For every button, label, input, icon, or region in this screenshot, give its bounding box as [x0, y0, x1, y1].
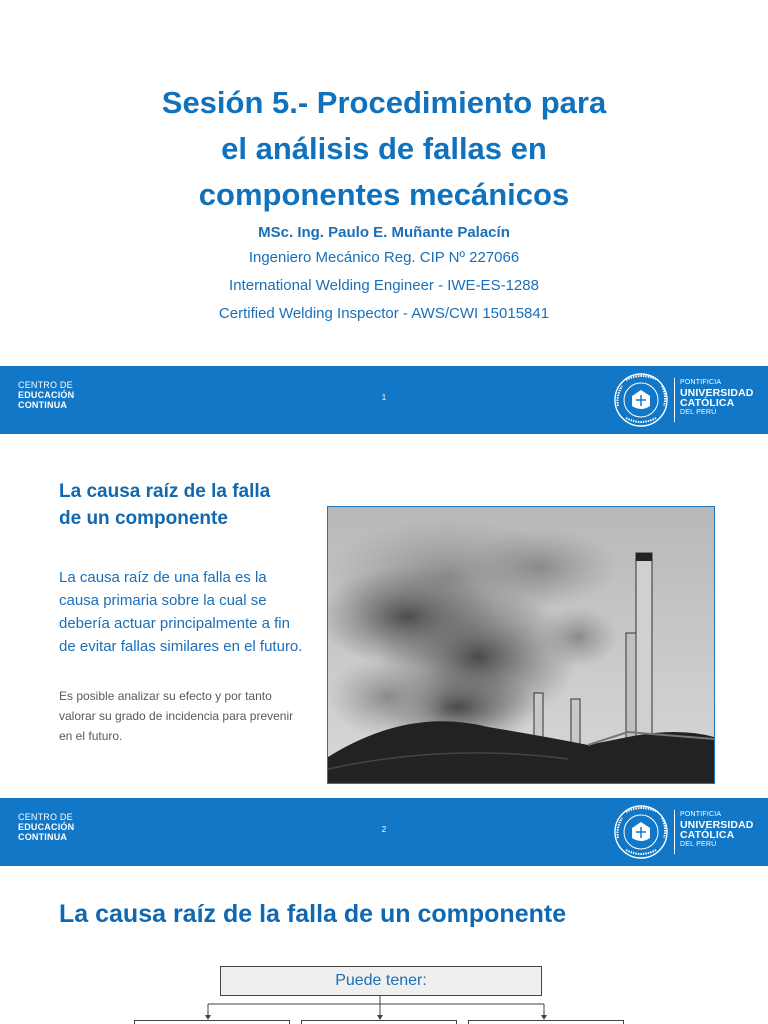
- pucp-line-2: UNIVERSIDAD: [680, 819, 754, 831]
- pucp-logo: [680, 378, 753, 418]
- pucp-line-4: DEL PERÚ: [680, 409, 717, 416]
- pucp-logo: [680, 810, 753, 850]
- pucp-line-3: CATÓLICA: [680, 397, 735, 409]
- credential-line-2: International Welding Engineer - IWE-ES-1288: [229, 277, 539, 294]
- pucp-line-4: DEL PERÚ: [680, 841, 717, 848]
- centro-line-2: EDUCACIÓN: [18, 822, 75, 832]
- slide-1-title: [84, 80, 684, 218]
- centro-line-1: CENTRO DE: [18, 380, 73, 390]
- centro-line-3: CONTINUA: [18, 400, 68, 410]
- slide-2: [0, 434, 768, 798]
- cause-diagram: [0, 962, 768, 1024]
- puede-tener-box: Puede tener:: [220, 966, 542, 996]
- title-line-3: componentes mecánicos: [198, 177, 570, 212]
- slide-1: [0, 0, 768, 366]
- slide-2-note: Es posible analizar su efecto y por tanto valorar su grado de incidencia para prevenir en el futuro.: [59, 689, 294, 743]
- centro-line-2: EDUCACIÓN: [18, 390, 75, 400]
- slide-3: [0, 866, 768, 1024]
- footer-divider: [674, 810, 675, 854]
- centro-educacion-logo: [18, 812, 74, 842]
- diagram-connectors: [0, 962, 768, 1024]
- cause-box-2: [301, 1020, 457, 1024]
- pucp-line-3: CATÓLICA: [680, 829, 735, 841]
- cause-box-3: [468, 1020, 624, 1024]
- slide-2-heading: La causa raíz de la falla de un componente: [59, 481, 271, 529]
- credential-line-3: Certified Welding Inspector - AWS/CWI 15015841: [218, 305, 550, 322]
- centro-educacion-logo: [18, 380, 74, 410]
- slide-2-footer: [0, 798, 768, 866]
- pucp-line-1: PONTIFICIA: [680, 379, 722, 386]
- smokestack-image: [328, 507, 714, 783]
- smokestack-photo: [327, 506, 715, 784]
- cause-box-1: [134, 1020, 290, 1024]
- credential-line-1: Ingeniero Mecánico Reg. CIP Nº 227066: [248, 249, 520, 266]
- centro-line-1: CENTRO DE: [18, 812, 73, 822]
- slide-1-footer: [0, 366, 768, 434]
- university-seal-icon: [612, 372, 670, 428]
- title-line-1: Sesión 5.- Procedimiento para: [161, 85, 607, 120]
- centro-line-3: CONTINUA: [18, 832, 68, 842]
- slide-2-body: La causa raíz de una falla es la causa primaria sobre la cual se debería actuar principalmente a fin de evitar fallas similares en el futuro.: [59, 569, 303, 655]
- pucp-line-2: UNIVERSIDAD: [680, 387, 754, 399]
- pucp-line-1: PONTIFICIA: [680, 811, 722, 818]
- author-name: MSc. Ing. Paulo E. Muñante Palacín: [258, 224, 510, 241]
- title-line-2: el análisis de fallas en: [221, 131, 547, 166]
- page-number: 2: [381, 825, 387, 834]
- footer-divider: [674, 378, 675, 422]
- page-number: 1: [381, 393, 387, 402]
- slide-3-title: La causa raíz de la falla de un componente: [59, 900, 567, 928]
- university-seal-icon: [612, 804, 670, 860]
